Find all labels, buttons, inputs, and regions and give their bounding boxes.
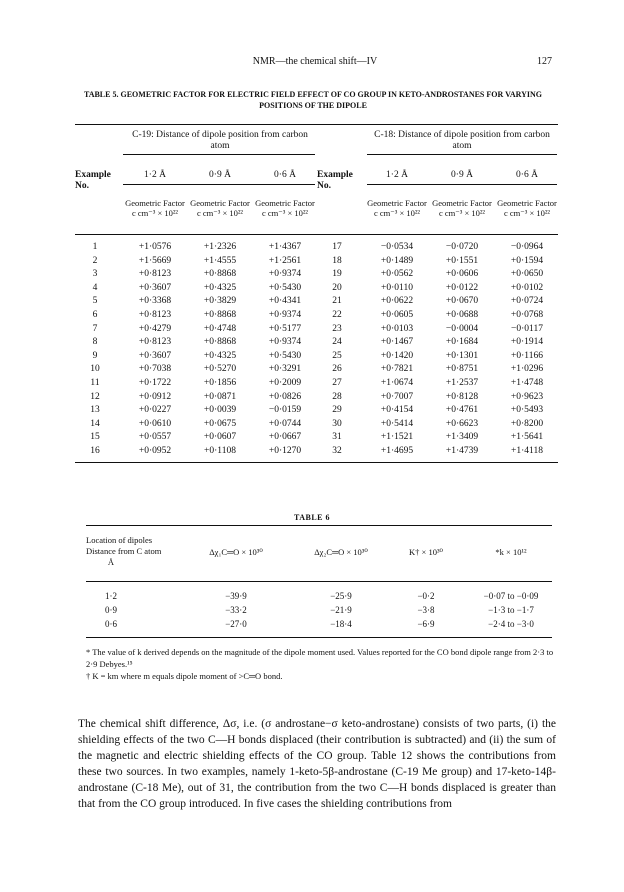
- table5-left-subhead-rule: [123, 184, 315, 185]
- geometric-factor: −0·0117: [511, 323, 543, 334]
- geometric-factor: +1·4748: [510, 378, 544, 388]
- geometric-factor: +0·4341: [268, 296, 302, 307]
- table6-cell: −21·9: [330, 605, 352, 615]
- geometric-factor: +0·0871: [203, 391, 237, 402]
- geometric-factor: +1·4555: [203, 255, 237, 266]
- example-number: 31: [332, 432, 342, 443]
- example-number: 15: [90, 432, 100, 443]
- footnote-k: * The value of k derived depends on the magnitude of the dipole moment used. Values reported for the CO bond dipole range from 2·3 to 2·9 Debyes.¹⁵: [86, 647, 554, 669]
- table5-right-subhead-rule: [367, 184, 557, 185]
- geometric-factor: +1·1521: [380, 432, 414, 443]
- geometric-factor: +0·5493: [510, 405, 544, 416]
- table6-head-distance: Distance from C atom: [86, 546, 162, 556]
- table5-left-group-rule: [123, 154, 315, 155]
- geometric-factor: +0·9374: [268, 310, 302, 320]
- geometric-factor: −0·0964: [510, 242, 544, 252]
- geometric-factor: +0·5430: [268, 350, 302, 361]
- geometric-factor: +0·3607: [138, 282, 172, 293]
- geometric-factor: +0·5270: [203, 364, 237, 375]
- table5-col-head-0-9: 0·9 Å: [209, 170, 231, 180]
- table6-head-unit: Å: [107, 557, 115, 567]
- example-number: 25: [332, 350, 342, 361]
- table5-col-head-r-0-6: 0·6 Å: [516, 170, 538, 180]
- example-number: 23: [332, 323, 342, 334]
- example-number: 28: [332, 391, 342, 402]
- geometric-factor: +0·0610: [138, 418, 172, 429]
- geometric-factor: +0·1684: [445, 337, 479, 348]
- geometric-factor: +0·0102: [510, 282, 544, 293]
- geometric-factor: −0·0159: [268, 405, 302, 416]
- example-number: 2: [92, 255, 98, 266]
- geometric-factor: +0·5430: [268, 282, 302, 293]
- geometric-factor: +0·1489: [380, 255, 414, 266]
- table6-cell: −25·9: [330, 591, 352, 601]
- table6-row: [86, 591, 552, 604]
- geometric-factor: +0·3368: [138, 296, 172, 307]
- table5-row: [75, 351, 558, 364]
- example-number: 20: [332, 282, 342, 293]
- table6-cell: 1·2: [105, 591, 117, 601]
- geometric-factor: +0·0688: [445, 310, 479, 320]
- table6-footnotes: [86, 646, 556, 682]
- table5-header-bottom-rule: [75, 234, 558, 235]
- table6-cell: −0·2: [417, 591, 435, 601]
- table6-cell: −6·9: [417, 619, 435, 629]
- geometric-factor: +1·4695: [380, 446, 414, 456]
- geometric-factor: +0·0557: [138, 432, 172, 443]
- table6-cell: −0·07 to −0·09: [483, 591, 539, 601]
- geometric-factor: +0·0039: [203, 405, 237, 416]
- table6-row: [86, 605, 552, 618]
- geometric-factor: +0·0744: [268, 418, 302, 429]
- table6-cell: −2·4 to −3·0: [488, 619, 534, 629]
- geometric-factor: +0·0650: [510, 269, 544, 280]
- table5-row: [75, 378, 558, 391]
- geometric-factor: +0·5414: [380, 418, 414, 429]
- table5-row: [75, 310, 558, 323]
- table6-cell: −18·4: [330, 619, 352, 629]
- geometric-factor: +0·0675: [203, 418, 237, 429]
- geometric-factor: +0·7007: [380, 391, 414, 402]
- geometric-factor: +0·8868: [203, 269, 237, 280]
- geometric-factor: +0·0952: [138, 446, 172, 456]
- footnote-K: † K = km where m equals dipole moment of >C═O bond.: [86, 671, 283, 681]
- example-number: 14: [90, 418, 100, 429]
- geometric-factor: +0·1420: [380, 350, 414, 361]
- geometric-factor: +0·1108: [204, 446, 236, 456]
- geometric-factor: +0·0605: [380, 310, 414, 320]
- geometric-factor: +0·1856: [203, 378, 237, 388]
- geometric-factor: +0·0122: [445, 282, 479, 293]
- example-number: 12: [90, 391, 100, 402]
- geometric-factor: +0·3607: [138, 350, 172, 361]
- example-number: 1: [92, 242, 98, 252]
- geometric-factor: +0·1301: [445, 350, 479, 361]
- example-number: 30: [332, 418, 342, 429]
- table5-caption: TABLE 5. GEOMETRIC FACTOR FOR ELECTRIC FIELD EFFECT OF CO GROUP IN KETO-ANDROSTANES FOR VARYING POSITIONS OF THE DIPOLE: [83, 90, 543, 110]
- example-number: 13: [90, 405, 100, 416]
- table5-row: [75, 256, 558, 269]
- geometric-factor: +0·7038: [138, 364, 172, 375]
- geometric-factor: +0·8123: [138, 337, 172, 348]
- geometric-factor: +0·4748: [203, 323, 237, 334]
- geometric-factor: +0·4325: [203, 282, 237, 293]
- table6-cell: −3·8: [417, 605, 435, 615]
- example-number: 22: [332, 310, 342, 320]
- table5-col-head-0-6: 0·6 Å: [274, 170, 296, 180]
- geometric-factor: +0·1467: [380, 337, 414, 348]
- geometric-factor: +0·8868: [203, 310, 237, 320]
- table5-example-head-right: Example No.: [317, 170, 353, 191]
- table5-row: [75, 419, 558, 432]
- example-number: 4: [92, 282, 98, 293]
- table6-cell: −1·3 to −1·7: [488, 605, 534, 615]
- geometric-factor: +0·9374: [268, 269, 302, 280]
- table5-geo-head-4: Geometric Factor c cm⁻³ × 10²²: [367, 198, 427, 218]
- example-number: 19: [332, 269, 342, 280]
- geometric-factor: +0·8123: [138, 310, 172, 320]
- example-number: 8: [92, 337, 98, 348]
- geometric-factor: +0·9374: [268, 337, 302, 348]
- geometric-factor: +1·4367: [268, 242, 302, 252]
- example-number: 6: [92, 310, 98, 320]
- running-head-title: NMR—the chemical shift—IV: [252, 56, 378, 67]
- table5-geo-head-3: Geometric Factor c cm⁻³ × 10²²: [255, 198, 315, 218]
- table5-row: [75, 364, 558, 377]
- geometric-factor: +0·0103: [380, 323, 414, 334]
- table5-left-group-head: C-19: Distance of dipole position from carbon atom: [132, 130, 308, 151]
- geometric-factor: +1·2561: [268, 255, 302, 266]
- table6-cell: −33·2: [225, 605, 247, 615]
- table6-head-location: Location of dipoles: [86, 535, 153, 545]
- example-number: 32: [332, 446, 342, 456]
- geometric-factor: +1·5669: [138, 255, 172, 266]
- example-number: 26: [332, 364, 342, 375]
- table5-row: [75, 432, 558, 445]
- geometric-factor: −0·0534: [380, 242, 414, 252]
- table5-row: [75, 405, 558, 418]
- geometric-factor: +0·4154: [380, 405, 414, 416]
- geometric-factor: +1·2326: [203, 242, 237, 252]
- geometric-factor: +0·1551: [445, 255, 479, 266]
- table6-cell: 0·6: [105, 619, 117, 629]
- geometric-factor: +1·5641: [510, 432, 544, 443]
- table5-bottom-rule: [75, 462, 558, 463]
- geometric-factor: +0·1270: [268, 446, 302, 456]
- table6-title: TABLE 6: [293, 513, 331, 522]
- page-number: 127: [537, 56, 552, 67]
- geometric-factor: +0·0622: [380, 296, 414, 307]
- table5-right-group-rule: [367, 154, 557, 155]
- geometric-factor: +0·2009: [268, 378, 302, 388]
- geometric-factor: +0·0562: [380, 269, 414, 280]
- geometric-factor: +0·0607: [203, 432, 237, 443]
- example-number: 9: [92, 350, 98, 361]
- example-number: 18: [332, 255, 342, 266]
- table6-cell: −27·0: [225, 619, 247, 629]
- example-number: 10: [90, 364, 100, 375]
- geometric-factor: +0·0667: [268, 432, 302, 443]
- table5-row: [75, 392, 558, 405]
- geometric-factor: +0·1722: [138, 378, 172, 388]
- geometric-factor: +1·0576: [138, 242, 172, 252]
- table6-header-rule: [86, 581, 552, 582]
- table6-head-dchi1: Δχ₁C═O × 10³⁰: [209, 547, 263, 557]
- geometric-factor: +0·9623: [510, 391, 544, 402]
- table5-row: [75, 283, 558, 296]
- geometric-factor: +1·3409: [445, 432, 479, 443]
- geometric-factor: +1·2537: [445, 378, 479, 388]
- geometric-factor: +0·4279: [138, 323, 172, 334]
- geometric-factor: +0·8751: [445, 364, 479, 375]
- table5-row: [75, 337, 558, 350]
- body-text: [78, 716, 556, 812]
- table6-head-K: K† × 10³⁰: [409, 547, 443, 557]
- geometric-factor: +0·3829: [203, 296, 237, 307]
- geometric-factor: −0·0720: [445, 242, 479, 252]
- geometric-factor: +0·8123: [138, 269, 172, 280]
- example-number: 16: [90, 446, 100, 456]
- geometric-factor: +1·0296: [510, 364, 544, 375]
- geometric-factor: +0·4325: [203, 350, 237, 361]
- example-number: 11: [90, 378, 100, 388]
- geometric-factor: −0·0004: [445, 323, 479, 334]
- table5-col-head-r-0-9: 0·9 Å: [451, 170, 473, 180]
- table5-top-rule: [75, 124, 558, 125]
- geometric-factor: +0·6623: [445, 418, 479, 429]
- geometric-factor: +0·8868: [203, 337, 237, 348]
- geometric-factor: +0·8200: [510, 418, 544, 429]
- table5-col-head-1-2: 1·2 Å: [144, 170, 166, 180]
- geometric-factor: +0·0724: [510, 296, 544, 307]
- geometric-factor: +0·0768: [510, 310, 544, 320]
- table5-col-head-r-1-2: 1·2 Å: [386, 170, 408, 180]
- table5-geo-head-5: Geometric Factor c cm⁻³ × 10²²: [432, 198, 492, 218]
- table6-bottom-rule: [86, 637, 552, 638]
- table6-row: [86, 619, 552, 632]
- geometric-factor: +0·0826: [268, 391, 302, 402]
- table6-cell: 0·9: [105, 605, 117, 615]
- example-number: 7: [92, 323, 98, 334]
- running-head: [78, 56, 552, 70]
- table5-row: [75, 269, 558, 282]
- geometric-factor: +0·7821: [380, 364, 414, 375]
- geometric-factor: +0·0110: [381, 282, 413, 293]
- table5-geo-head-1: Geometric Factor c cm⁻³ × 10²²: [125, 198, 185, 218]
- table5-row: [75, 446, 558, 459]
- example-number: 3: [92, 269, 98, 280]
- geometric-factor: +0·3291: [268, 364, 302, 375]
- table6-cell: −39·9: [225, 591, 247, 601]
- geometric-factor: +0·0670: [445, 296, 479, 307]
- table5-geo-head-2: Geometric Factor c cm⁻³ × 10²²: [190, 198, 250, 218]
- example-number: 17: [332, 242, 342, 252]
- table6-head-dchi2: Δχ₂C═O × 10³⁰: [314, 547, 368, 557]
- geometric-factor: +0·0227: [138, 405, 172, 416]
- geometric-factor: +1·0674: [380, 378, 414, 388]
- geometric-factor: +0·0912: [138, 391, 172, 402]
- example-number: 27: [332, 378, 342, 388]
- table5-row: [75, 242, 558, 255]
- geometric-factor: +0·4761: [445, 405, 479, 416]
- geometric-factor: +0·8128: [445, 391, 479, 402]
- table5-row: [75, 324, 558, 337]
- geometric-factor: +0·5177: [268, 323, 302, 334]
- geometric-factor: +0·1594: [510, 255, 544, 266]
- body-paragraph: The chemical shift difference, Δσ, i.e. (σ androstane−σ keto-androstane) consists of two parts, (i) the shielding effects of the two C—H bonds displaced (their contribution is subtracted) and (ii) the sum of the magnetic and electric shielding effects of the CO group. Table 12 shows the contributions from these two sources. In two examples, namely 1-keto-5β-androstane (C-19 Me group) and 17-keto-14β-androstane (C-18 Me), out of 31, the contribution from the two C—H bonds displaced is greater than that from the CO group introduced. In five cases the shielding contributions from: [78, 718, 556, 810]
- geometric-factor: +1·4118: [511, 446, 543, 456]
- geometric-factor: +0·0606: [445, 269, 479, 280]
- table5-right-group-head: C-18: Distance of dipole position from carbon atom: [374, 130, 550, 151]
- example-number: 29: [332, 405, 342, 416]
- example-number: 21: [332, 296, 342, 307]
- table6-head-k: *k × 10¹²: [495, 547, 527, 557]
- table5-row: [75, 296, 558, 309]
- geometric-factor: +0·1166: [511, 350, 543, 361]
- table5-geo-head-6: Geometric Factor c cm⁻³ × 10²²: [497, 198, 557, 218]
- example-number: 24: [332, 337, 342, 348]
- geometric-factor: +0·1914: [510, 337, 544, 348]
- table6-top-rule: [86, 525, 552, 526]
- table5-example-head-left: Example No.: [75, 170, 111, 191]
- example-number: 5: [92, 296, 98, 307]
- geometric-factor: +1·4739: [445, 446, 479, 456]
